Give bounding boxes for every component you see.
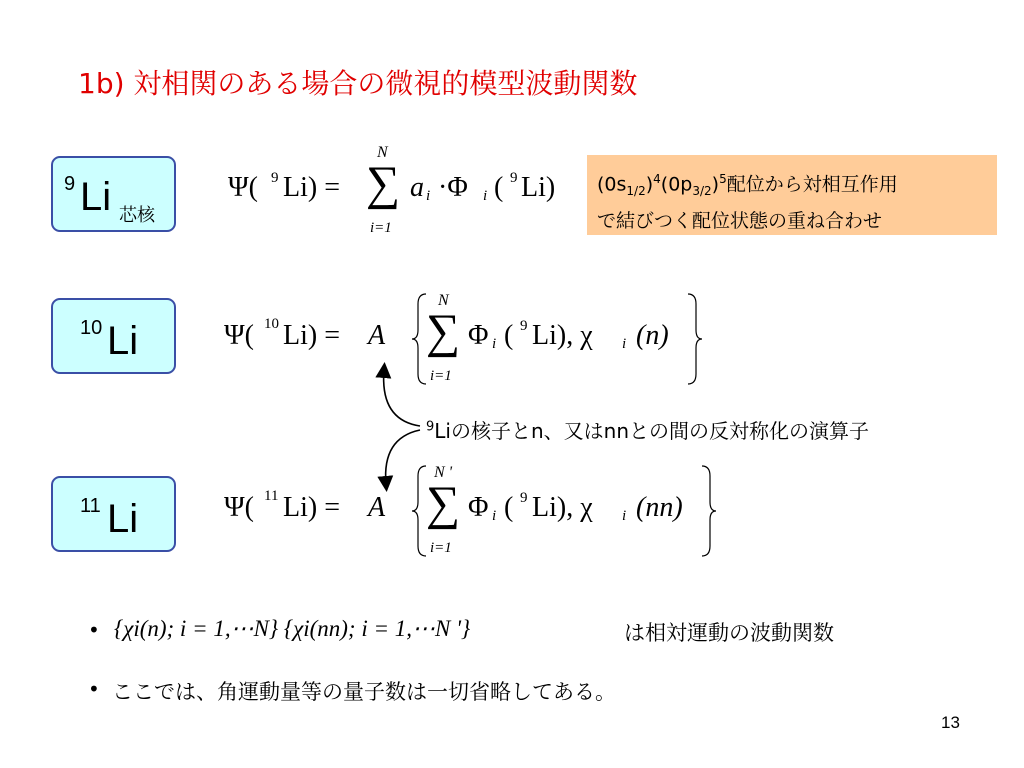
page-number: 13 [941, 713, 960, 732]
equation-li9: Ψ( 9 Li) = N ∑ i=1 a i ·Φ i ( 9 Li) [228, 144, 556, 236]
equation-li10: Ψ( 10 Li) = A N ∑ i=1 Φ i ( 9 Li), χ i (n) [224, 290, 704, 390]
element-symbol: Li [107, 497, 139, 541]
mass-number: 10 [80, 317, 103, 339]
sum-lower-limit: i=1 [430, 540, 452, 556]
nucleus-box-li11 [51, 476, 176, 552]
eq-mass: 9 [271, 170, 279, 186]
bullet-quantum-numbers: ここでは、角運動量等の量子数は一切省略してある。 [112, 680, 616, 704]
bullet-icon: • [88, 618, 100, 642]
sum-upper-limit: N [377, 144, 388, 161]
nucleus-box-li10 [51, 298, 176, 374]
chi-argument: (n) [636, 320, 669, 351]
core-label: 芯核 [119, 205, 155, 225]
right-brace [698, 464, 718, 558]
equation-li11: Ψ( 11 Li) = A N ' ∑ i=1 Φ i ( 9 Li), χ i (nn) [224, 462, 714, 562]
eq-mass: 9 [520, 318, 528, 334]
slide-title: 1b) 対相関のある場合の微視的模型波動関数 [78, 67, 638, 100]
chi-argument: (nn) [636, 492, 683, 523]
eq-mass: 9 [520, 490, 528, 506]
bullet-wavefunction-math: {χi(n); i = 1,⋯N} {χi(nn); i = 1,⋯N '} [114, 616, 471, 641]
label-mass: 9 [426, 419, 435, 435]
bullet-icon: • [88, 677, 100, 701]
element-symbol: Li [80, 175, 112, 219]
nucleus-box-li9 [51, 156, 176, 232]
right-brace [684, 292, 704, 386]
mass-number: 11 [80, 495, 101, 517]
eq-mass: 11 [264, 488, 279, 504]
element-symbol: Li [107, 319, 139, 363]
antisymmetrizer-label [426, 415, 869, 444]
note-line-2: で結びつく配位状態の重ね合わせ [597, 210, 883, 233]
note-line-1: $(0s_{1/2})^4(0p_{3/2})^5$配位から対相互作用 [597, 172, 898, 199]
sum-lower-limit: i=1 [370, 220, 392, 236]
mass-number: 9 [64, 173, 76, 195]
eq-mass: 10 [264, 316, 279, 332]
sum-upper-limit: N ' [434, 464, 453, 481]
sum-lower-limit: i=1 [430, 368, 452, 384]
label-text: Liの核子とn、又はnnとの間の反対称化の演算子 [434, 419, 870, 443]
bullet-wavefunction-text: は相対運動の波動関数 [624, 621, 834, 645]
eq-mass: 9 [510, 170, 518, 186]
configuration-note [587, 155, 997, 235]
sum-upper-limit: N [438, 292, 449, 309]
